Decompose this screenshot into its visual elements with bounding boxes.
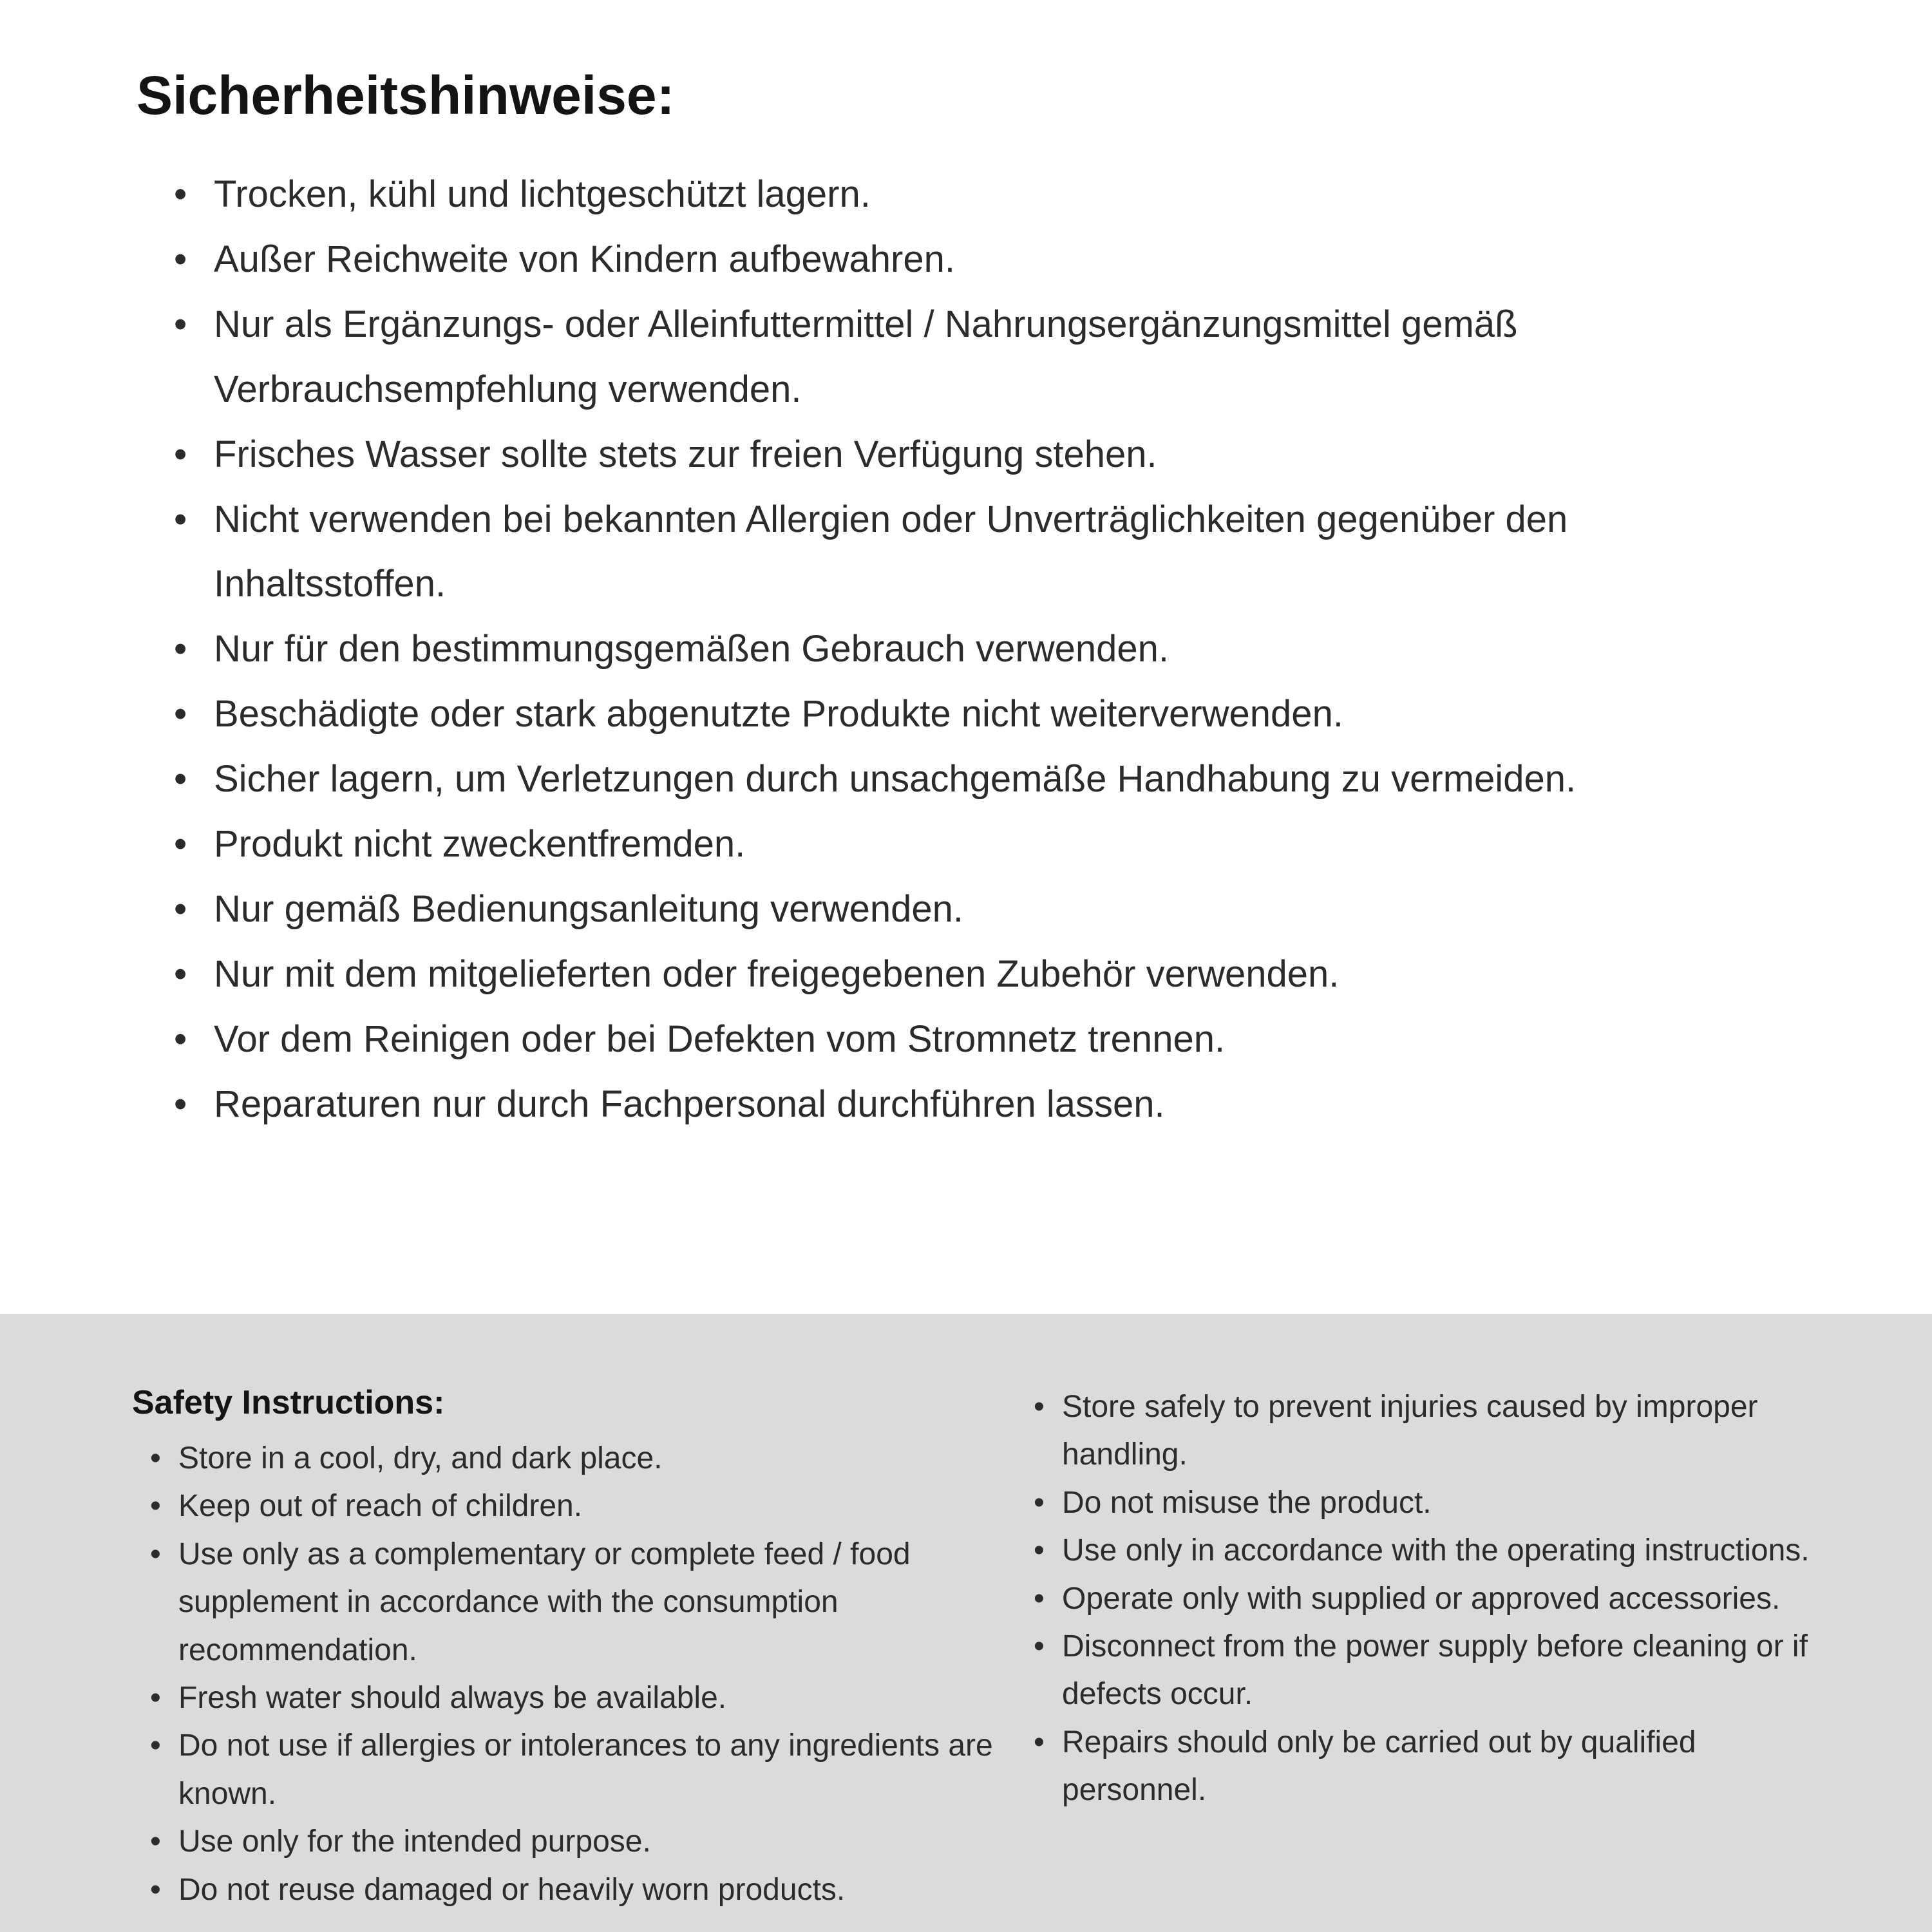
list-item-text: Nur für den bestimmungsgemäßen Gebrauch verwenden. [214, 628, 1169, 670]
german-section-title: Sicherheitshinweise: [137, 65, 675, 126]
list-item-text: Nur als Ergänzungs- oder Alleinfuttermittel / Nahrungsergänzungsmittel gemäß Verbrauchsempfehlung verwenden. [214, 303, 1518, 410]
list-item [150, 1674, 994, 1722]
bullet-icon: • [150, 1537, 161, 1571]
list-item-text: Operate only with supplied or approved accessories. [1062, 1581, 1781, 1616]
list-item-text: Repairs should only be carried out by qualified personnel. [1062, 1725, 1696, 1808]
list-item [150, 1818, 994, 1866]
list-item-text: Frisches Wasser sollte stets zur freien Verfügung stehen. [214, 433, 1157, 475]
bullet-icon: • [174, 173, 187, 215]
list-item-text: Nur mit dem mitgelieferten oder freigegebenen Zubehör verwenden. [214, 952, 1340, 995]
list-item [1034, 1719, 1816, 1815]
list-item-text: Fresh water should always be available. [178, 1680, 727, 1715]
list-item-text: Außer Reichweite von Kindern aufbewahren. [214, 238, 955, 280]
german-safety-list [137, 162, 1700, 1137]
list-item-text: Reparaturen nur durch Fachpersonal durchführen lassen. [214, 1083, 1165, 1125]
list-item-text: Do not misuse the product. [1062, 1485, 1432, 1520]
bullet-icon: • [174, 498, 187, 540]
list-item [150, 1482, 994, 1530]
english-safety-section [0, 1314, 1932, 1932]
list-item [1034, 1623, 1816, 1719]
bullet-icon: • [174, 1018, 187, 1060]
list-item [174, 617, 1700, 682]
bullet-icon: • [1034, 1390, 1045, 1424]
list-item-text: Keep out of reach of children. [178, 1489, 583, 1524]
list-item-text: Use only in accordance with the operating instructions. [1062, 1533, 1810, 1568]
list-item [1034, 1527, 1816, 1575]
list-item-text: Store safely to prevent injuries caused by improper handling. [1062, 1390, 1758, 1472]
bullet-icon: • [150, 1872, 161, 1907]
bullet-icon: • [174, 693, 187, 735]
bullet-icon: • [150, 1824, 161, 1859]
list-item-text: Do not use if allergies or intolerances to any ingredients are known. [178, 1728, 993, 1811]
bullet-icon: • [174, 887, 187, 930]
bullet-icon: • [150, 1728, 161, 1763]
list-item [174, 488, 1700, 618]
list-item [174, 162, 1700, 227]
bullet-icon: • [1034, 1485, 1045, 1520]
list-item [174, 227, 1700, 292]
list-item [150, 1435, 994, 1482]
bullet-icon: • [174, 303, 187, 345]
english-safety-list-right [1034, 1383, 1816, 1815]
list-item [150, 1866, 994, 1914]
list-item-text: Trocken, kühl und lichtgeschützt lagern. [214, 173, 871, 215]
list-item-text: Nicht verwenden bei bekannten Allergien oder Unverträglichkeiten gegenüber den Inhaltsstoffen. [214, 498, 1568, 605]
bullet-icon: • [174, 758, 187, 800]
list-item [174, 747, 1700, 812]
list-item-text: Vor dem Reinigen oder bei Defekten vom Stromnetz trennen. [214, 1018, 1226, 1060]
english-left-column [132, 1383, 1034, 1932]
list-item [150, 1531, 994, 1674]
list-item-text: Disconnect from the power supply before cleaning or if defects occur. [1062, 1629, 1808, 1712]
list-item-text: Do not reuse damaged or heavily worn products. [178, 1872, 846, 1907]
bullet-icon: • [150, 1680, 161, 1715]
list-item [174, 292, 1700, 422]
bullet-icon: • [1034, 1581, 1045, 1616]
list-item [174, 812, 1700, 877]
bullet-icon: • [1034, 1725, 1045, 1759]
list-item [174, 942, 1700, 1007]
english-section-title: Safety Instructions: [132, 1384, 445, 1421]
list-item-text: Sicher lagern, um Verletzungen durch unsachgemäße Handhabung zu vermeiden. [214, 758, 1577, 800]
list-item [150, 1722, 994, 1818]
bullet-icon: • [174, 628, 187, 670]
list-item [174, 1072, 1700, 1137]
bullet-icon: • [1034, 1533, 1045, 1568]
list-item-text: Nur gemäß Bedienungsanleitung verwenden. [214, 887, 963, 930]
list-item-text: Store in a cool, dry, and dark place. [178, 1441, 663, 1475]
bullet-icon: • [174, 433, 187, 475]
list-item [174, 422, 1700, 488]
list-item [174, 682, 1700, 747]
bullet-icon: • [174, 823, 187, 866]
list-item-text: Use only as a complementary or complete feed / food supplement in accordance with the consumption recommendation. [178, 1537, 911, 1667]
english-right-column [1034, 1383, 1842, 1932]
list-item [1034, 1383, 1816, 1479]
list-item-text: Produkt nicht zweckentfremden. [214, 823, 746, 866]
bullet-icon: • [150, 1441, 161, 1475]
bullet-icon: • [174, 1083, 187, 1125]
bullet-icon: • [174, 238, 187, 280]
bullet-icon: • [150, 1489, 161, 1524]
english-safety-list-left [132, 1435, 994, 1914]
list-item [1034, 1479, 1816, 1527]
list-item-text: Use only for the intended purpose. [178, 1824, 651, 1859]
bullet-icon: • [1034, 1629, 1045, 1663]
list-item [1034, 1575, 1816, 1623]
list-item [174, 1007, 1700, 1072]
bullet-icon: • [174, 952, 187, 995]
list-item-text: Beschädigte oder stark abgenutzte Produkte nicht weiterverwenden. [214, 693, 1343, 735]
list-item [174, 877, 1700, 942]
